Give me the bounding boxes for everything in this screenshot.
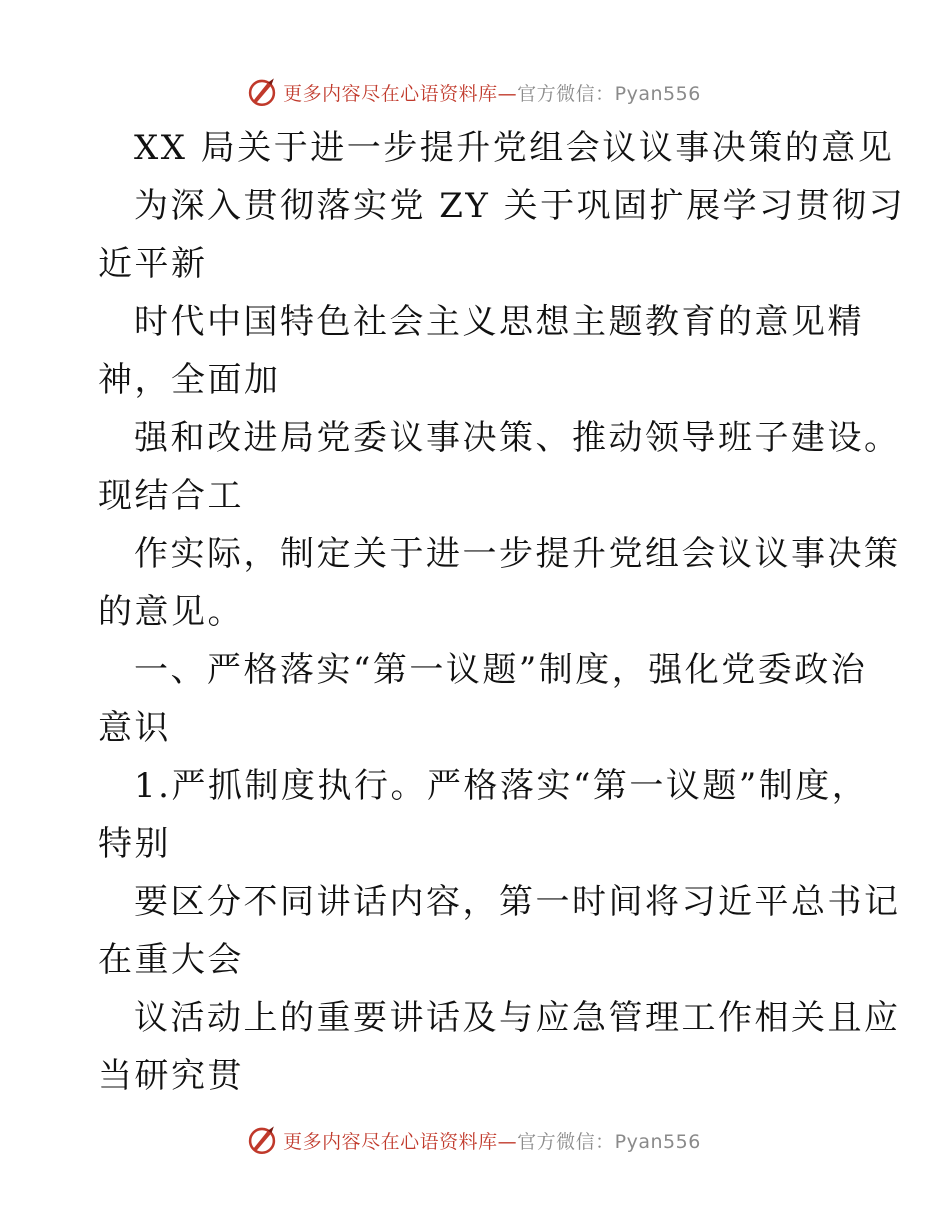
watermark-wechat: 官方微信：Pyan556 [517, 1130, 701, 1153]
paragraph-line: 强和改进局党委议事决策、推动领导班子建设。 [134, 418, 901, 458]
paragraph-line: 当研究贯 [98, 1056, 244, 1096]
section-heading: 意识 [98, 708, 171, 748]
paragraph-line: 为深入贯彻落实党 ZY 关于巩固扩展学习贯彻习 [134, 186, 906, 226]
quill-logo-icon [245, 75, 279, 109]
paragraph-line: 议活动上的重要讲话及与应急管理工作相关且应 [134, 998, 901, 1038]
paragraph-line: 时代中国特色社会主义思想主题教育的意见精 [134, 302, 864, 342]
watermark-wechat: 官方微信：Pyan556 [517, 82, 701, 105]
watermark-text: 更多内容尽在心语资料库— [283, 82, 518, 105]
paragraph-line: 现结合工 [98, 476, 244, 516]
paragraph-line: 要区分不同讲话内容，第一时间将习近平总书记 [134, 882, 901, 922]
quill-logo-icon [245, 1123, 279, 1157]
footer-watermark [0, 1120, 950, 1160]
paragraph-line: 神，全面加 [98, 360, 281, 400]
paragraph-line: 作实际，制定关于进一步提升党组会议议事决策 [134, 534, 901, 574]
section-heading: 一、严格落实“第一议题”制度，强化党委政治 [134, 650, 868, 690]
paragraph-line: 近平新 [98, 244, 208, 284]
header-watermark [0, 72, 950, 112]
watermark-text: 更多内容尽在心语资料库— [283, 1130, 518, 1153]
paragraph-line: 在重大会 [98, 940, 244, 980]
document-title: XX 局关于进一步提升党组会议议事决策的意见 [134, 128, 895, 168]
paragraph-line: 1.严抓制度执行。严格落实“第一议题”制度， [134, 766, 869, 806]
paragraph-line: 特别 [98, 824, 171, 864]
paragraph-line: 的意见。 [98, 592, 244, 632]
